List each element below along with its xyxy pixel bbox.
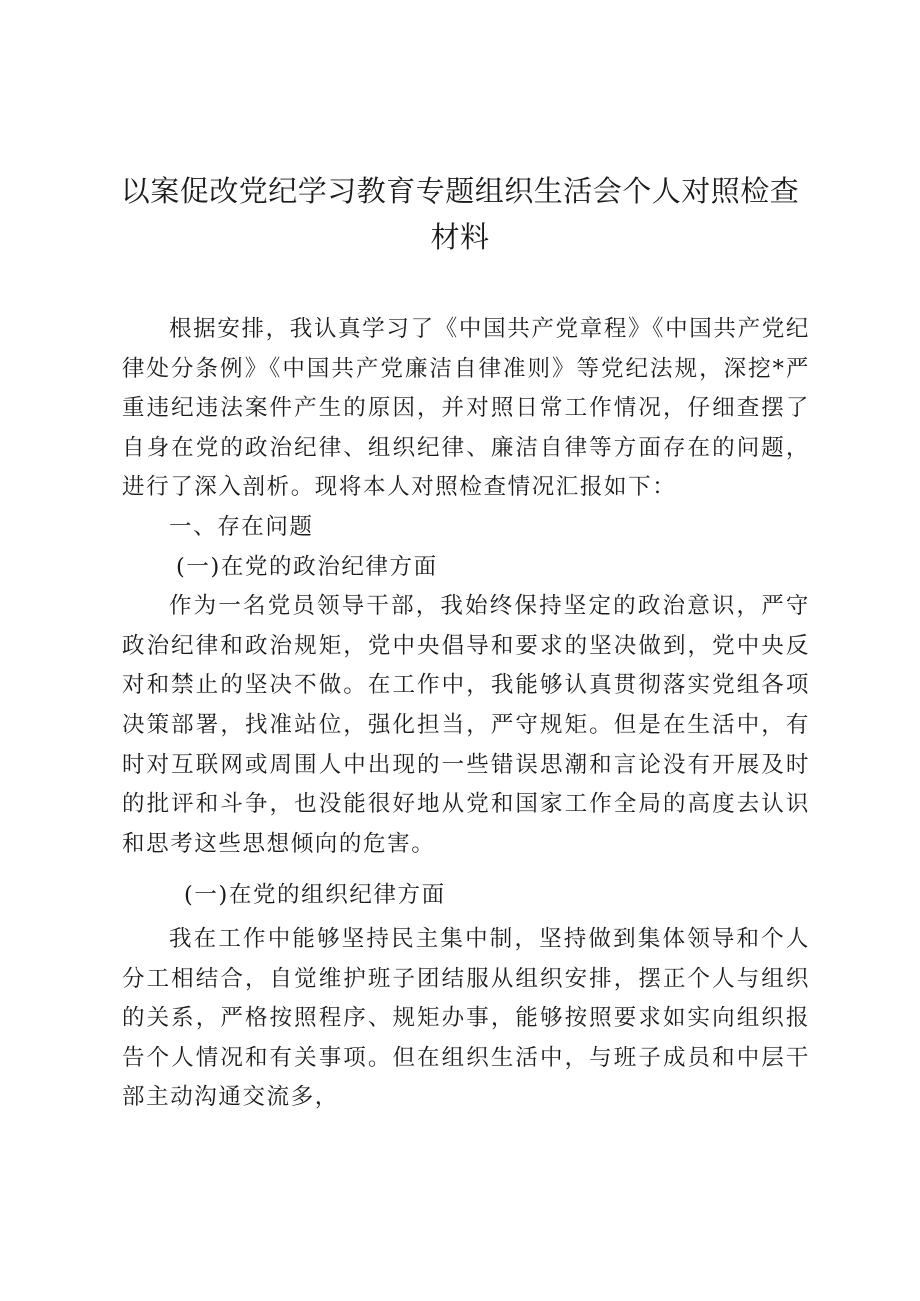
intro-paragraph: 根据安排，我认真学习了《中国共产党章程》《中国共产党纪律处分条例》《中国共产党廉洁自律准则》等党纪法规，深挖*严重违纪违法案件产生的原因，并对照日常工作情况，仔细查摆了自身在党的政治纪律、组织纪律、廉洁自律等方面存在的问题，进行了深入剖析。现将本人对照检查情况汇报如下： bbox=[122, 316, 810, 501]
document-title: 以案促改党纪学习教育专题组织生活会个人对照检查材料 bbox=[120, 174, 800, 254]
subsection-heading-political: (一)在党的政治纪律方面 bbox=[176, 553, 438, 580]
section-heading-problems: 一、存在问题 bbox=[169, 513, 314, 540]
subsection-heading-organizational: (一)在党的组织纪律方面 bbox=[184, 882, 446, 909]
political-paragraph: 作为一名党员领导干部，我始终保持坚定的政治意识，严守政治纪律和政治规矩，党中央倡导和要求的坚决做到，党中央反对和禁止的坚决不做。在工作中，我能够认真贯彻落实党组各项决策部署，找准站位，强化担当，严守规矩。但是在生活中，有时对互联网或周围人中出现的一些错误思潮和言论没有开展及时的批评和斗争，也没能很好地从党和国家工作全局的高度去认识和思考这些思想倾向的危害。 bbox=[122, 593, 810, 857]
document-body bbox=[122, 310, 810, 1118]
organizational-paragraph: 我在工作中能够坚持民主集中制，坚持做到集体领导和个人分工相结合，自觉维护班子团结服从组织安排，摆正个人与组织的关系，严格按照程序、规矩办事，能够按照要求如实向组织报告个人情况和有关事项。但在组织生活中，与班子成员和中层干部主动沟通交流多， bbox=[122, 925, 810, 1111]
